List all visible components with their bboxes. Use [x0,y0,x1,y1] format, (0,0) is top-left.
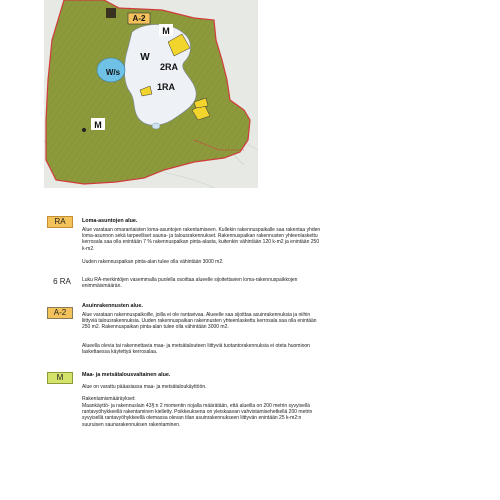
pond [152,123,160,129]
marker-point [82,128,86,132]
legend-title-m: Maa- ja metsätalousvaltainen alue. [82,372,171,378]
legend-text-ra: Alue varataan omarantaisten loma-asuntojen rakentamiseen. Kullekin rakennuspaikalle saa rakentaa yhden loma-asunnon sekä tarpeelliset sauna- ja talousrakennukset. Rakennuspaikan rakennusten yhteenlaskettu kerrosala saa olla enintään 7 % rakennuspaikan pinta-alasta, kuitenkin vähintään 120 k-m2 ja enintään 250 k-m2. [82,227,321,252]
plan-map-svg [44,0,258,188]
legend-symbol-ra: RA [47,216,73,228]
label-m-top: M [162,26,170,36]
legend-text2-a2: Alueella olevia tai rakennettavia maa- ja metsätalouteen liittyviä tuotantorakennuksia ei oteta huomioon laskettaessa käytettyä kerrosalaa. [82,343,310,356]
legend-text-a2: Alue varataan rakennuspaikoille, joilla ei ole rantavivaa. Alueelle saa sijoittaa asuinrakennuksia ja niihin liittyviä talousrakennuksia. Uuden rakennuspaikan rakennusten yhteenlaskettu kerrosala saa olla enintään 250 m2. Rakennuspaikan pinta-alan tulee olla vähintään 3000 m2. [82,312,317,331]
legend-title-a2: Asuinrakennusten alue. [82,303,143,309]
building [106,8,116,18]
label-2ra: 2RA [159,62,179,72]
plan-map [44,0,258,188]
legend-symbol-a2: A-2 [47,307,73,319]
legend-text2-ra: Uuden rakennuspaikan pinta-alan tulee olla vähintään 3000 m2. [82,259,224,265]
label-a2: A-2 [132,14,146,23]
legend-title-ra: Loma-asuntojen alue. [82,218,138,224]
label-w: W [140,52,150,63]
label-1ra: 1RA [156,82,176,92]
label-ws: W/s [105,68,121,77]
legend-symbol-6ra: 6 RA [53,277,71,286]
label-m-bottom: M [94,120,102,130]
legend-symbol-m: M [47,372,73,384]
legend-text-6ra: Luku RA-merkintöjen vasemmalla puolella osoittaa alueelle sijoitettavien loma-rakennuspaikkojen enimmäismäärän. [82,277,298,290]
legend-sub-m: Rakentamismääräykset: [82,396,136,402]
legend-text2-m: Maankäyttö- ja rakennuslain 43§:n 2 momentin nojalla määrätään, että alueilla on 200 metrin syvyisellä rantavyöhykkeellä rakentaminen kielletty. Poikkeuksena on yleiskaavan vahvistamisehetkellä 200 metrin syvyisellä rantavyöhykkeellä olemassa olevan tilan asuinrakennukseen liittyvän enintään 25 k-m2:n suuruisen saunarakennuksen rakentaminen. [82,403,313,428]
legend-text-m: Alue on varattu pääasiassa maa- ja metsätaloukäyttöön. [82,384,207,390]
